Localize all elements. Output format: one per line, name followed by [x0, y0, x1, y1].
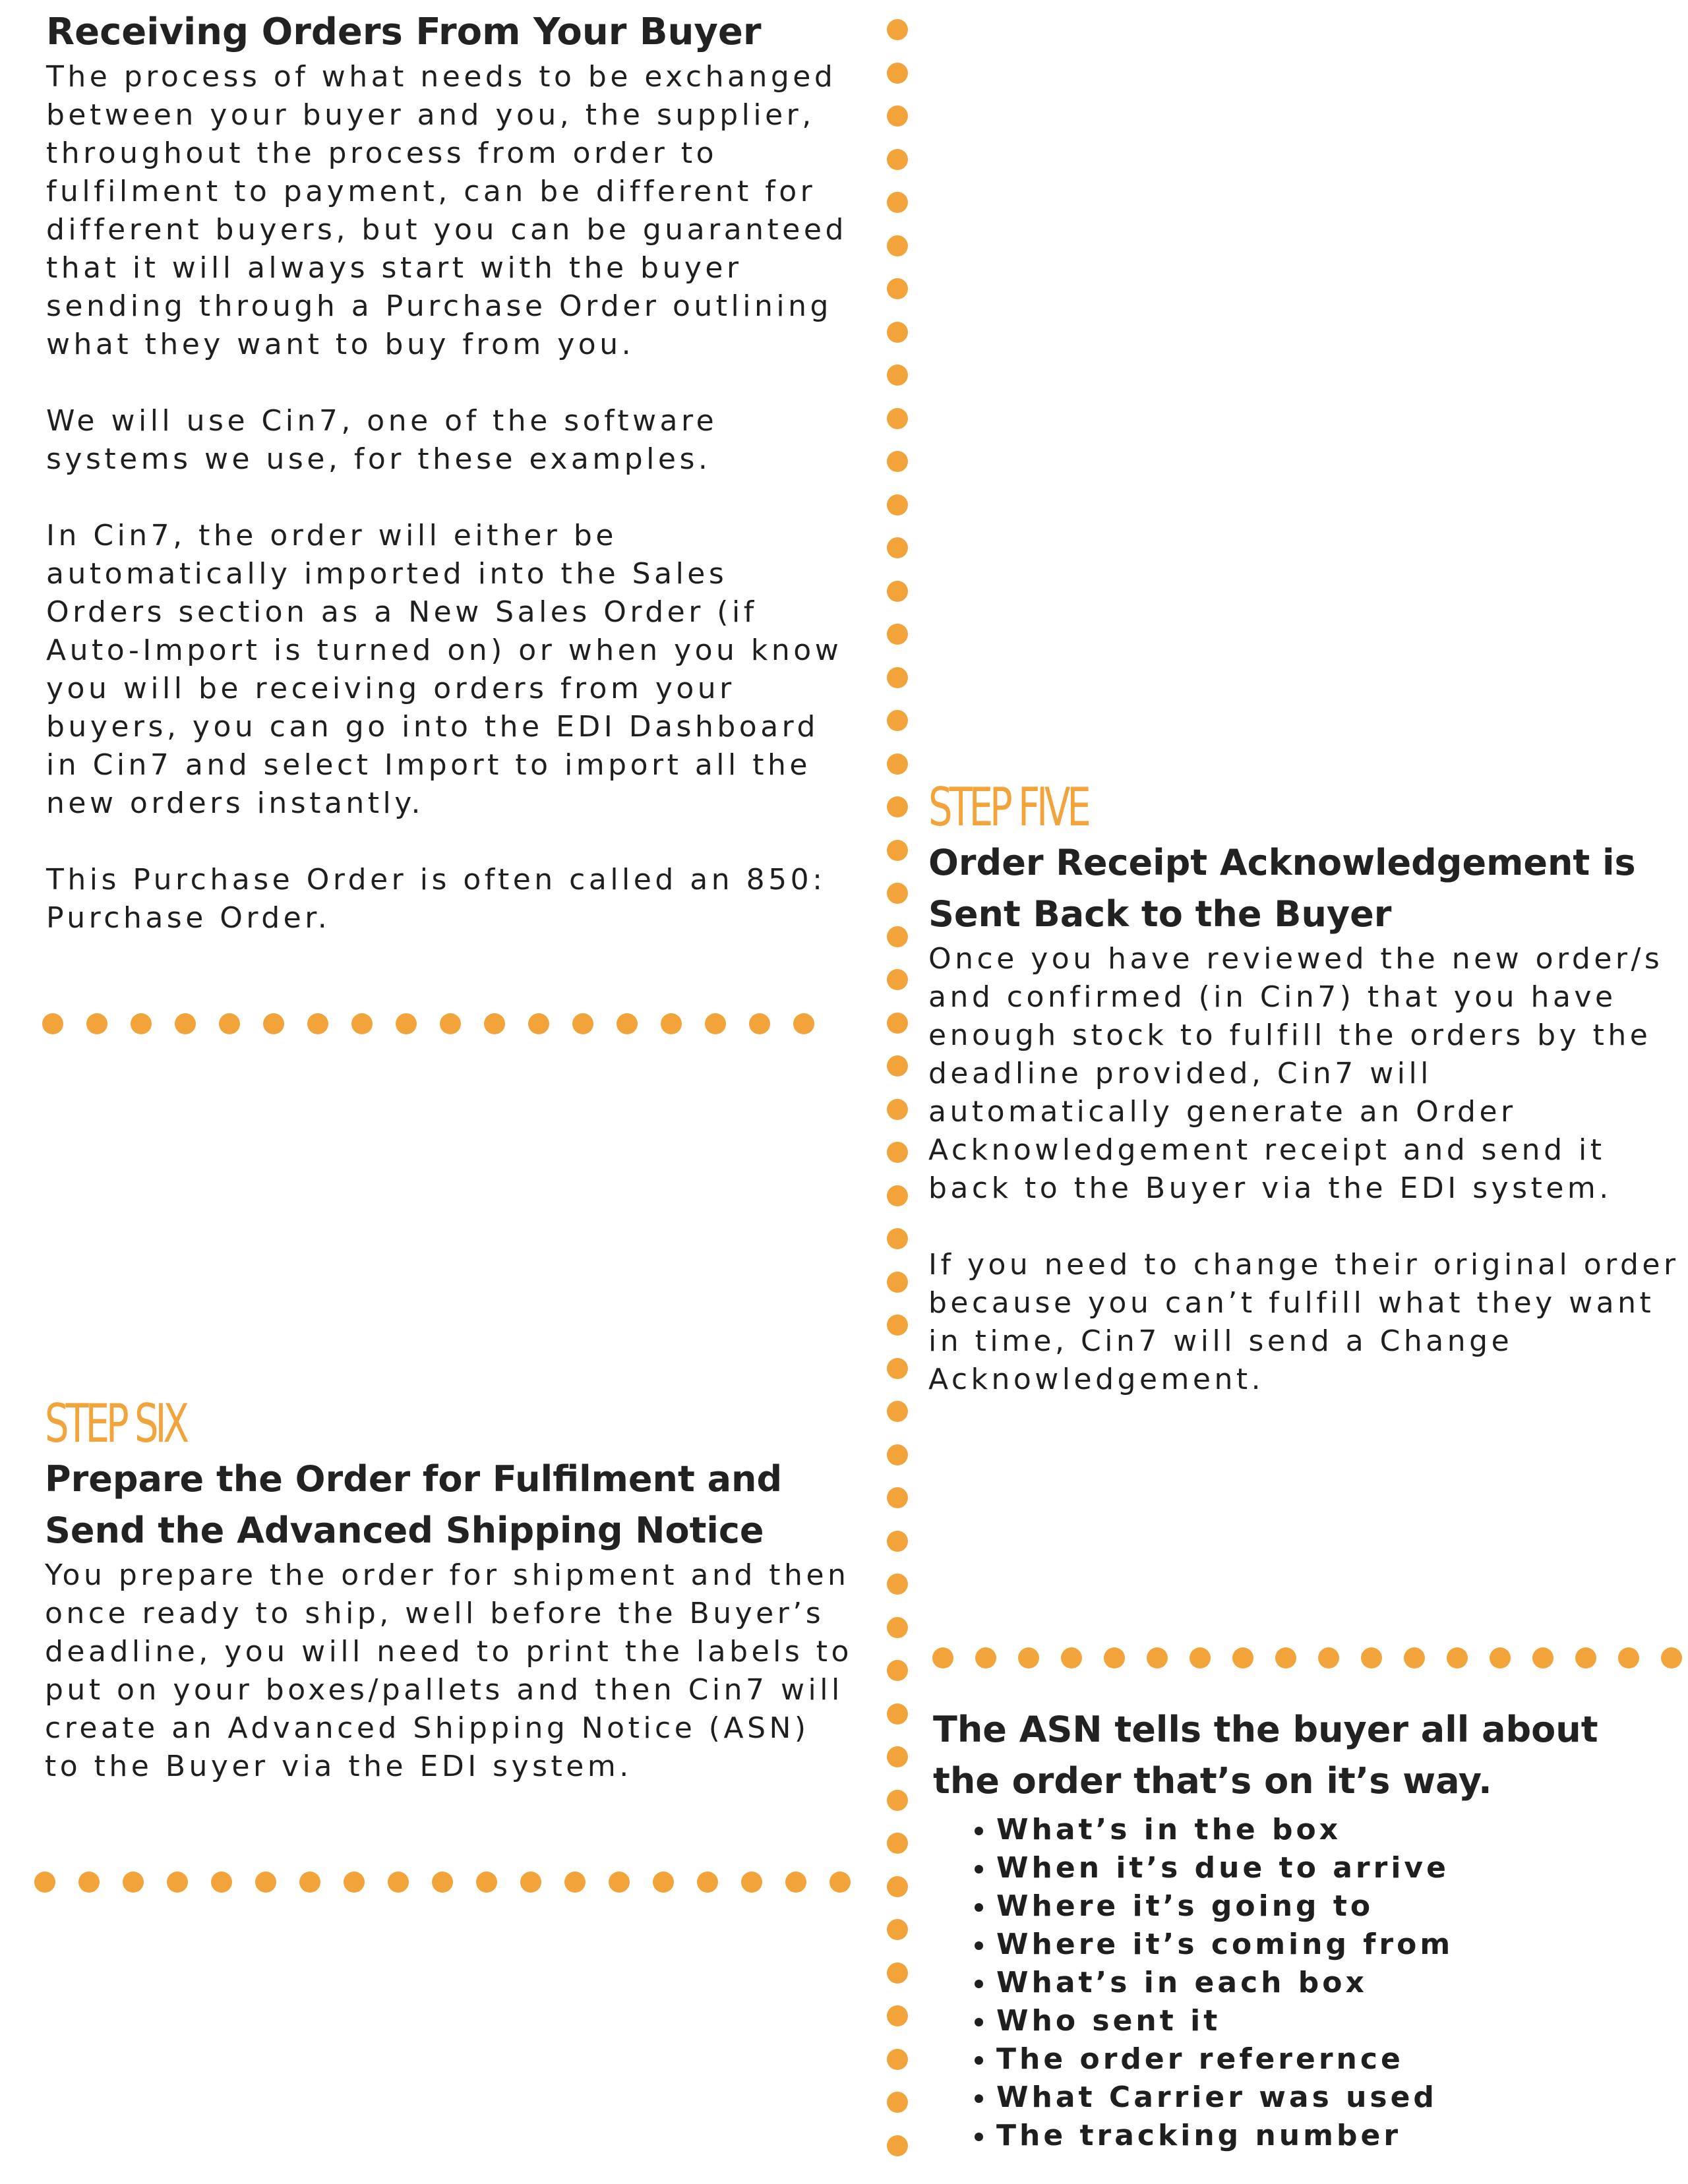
horizontal-divider-dot: [520, 1872, 541, 1893]
list-item: • Where it’s going to: [996, 1887, 1672, 1926]
list-item: • Where it’s coming from: [996, 1926, 1672, 1964]
vertical-divider-dot: [887, 1401, 908, 1422]
horizontal-divider-dot: [484, 1013, 505, 1034]
vertical-divider-dot: [887, 624, 908, 645]
vertical-divider-dot: [887, 1142, 908, 1163]
vertical-divider-dot: [887, 1099, 908, 1120]
horizontal-divider-dot: [785, 1872, 806, 1893]
vertical-divider-dot: [887, 451, 908, 472]
list-item: • When it’s due to arrive: [996, 1849, 1672, 1887]
step-five-section: [928, 778, 1683, 1437]
vertical-divider-dot: [887, 1013, 908, 1034]
vertical-divider-dot: [887, 322, 908, 343]
horizontal-divider-dot: [829, 1872, 851, 1893]
vertical-divider-dot: [887, 1660, 908, 1681]
horizontal-divider-dot: [307, 1013, 328, 1034]
horizontal-divider-dot: [167, 1872, 188, 1893]
horizontal-divider-dot: [42, 1013, 63, 1034]
vertical-divider-dot: [887, 365, 908, 386]
horizontal-divider-dot: [975, 1647, 996, 1668]
list-item: • The order referernce: [996, 2040, 1672, 2079]
vertical-divider-dot: [887, 1228, 908, 1249]
vertical-divider-dot: [887, 1531, 908, 1552]
horizontal-divider-dot: [1618, 1647, 1639, 1668]
vertical-divider-dot: [887, 753, 908, 775]
vertical-divider-dot: [887, 1314, 908, 1336]
receiving-paragraph-4: This Purchase Order is often called an 850: Purchase Order.: [46, 863, 826, 935]
horizontal-divider-dot: [1661, 1647, 1682, 1668]
vertical-divider-dot: [887, 1963, 908, 1984]
horizontal-divider-dot: [388, 1872, 409, 1893]
vertical-divider-dot: [887, 19, 908, 40]
vertical-divider-dot: [887, 2092, 908, 2113]
horizontal-divider-dot: [528, 1013, 549, 1034]
horizontal-divider-dot: [1232, 1647, 1253, 1668]
vertical-divider-dot: [887, 1185, 908, 1206]
horizontal-divider-dot: [432, 1872, 453, 1893]
horizontal-divider-dot: [476, 1872, 497, 1893]
horizontal-divider-dot: [661, 1013, 682, 1034]
vertical-divider-dot: [887, 1919, 908, 1940]
list-item: • What’s in the box: [996, 1811, 1672, 1849]
horizontal-divider-dot: [263, 1013, 284, 1034]
horizontal-divider-dot: [1447, 1647, 1468, 1668]
vertical-divider-dot: [887, 537, 908, 558]
receiving-orders-title: Receiving Orders From Your Buyer: [46, 11, 762, 53]
horizontal-divider-dot: [749, 1013, 770, 1034]
vertical-divider-dot: [887, 235, 908, 256]
receiving-orders-section: [46, 7, 857, 976]
horizontal-divider-dot: [609, 1872, 630, 1893]
vertical-divider-dot: [887, 1574, 908, 1595]
horizontal-divider-dot: [123, 1872, 144, 1893]
vertical-divider-dot: [887, 149, 908, 170]
vertical-divider-dot: [887, 581, 908, 602]
vertical-divider-dot: [887, 1833, 908, 1854]
horizontal-divider-dot: [1490, 1647, 1511, 1668]
horizontal-divider-dot: [1018, 1647, 1039, 1668]
horizontal-divider-dot: [1404, 1647, 1425, 1668]
receiving-paragraph-1: The process of what needs to be exchanged between your buyer and you, the supplier, throughout the process from order to fulfilment to payment, can be different for different buyers, but you can be guaranteed that it will always start with the buyer sending through a Purchase Order outlining what they want to buy from you.: [46, 60, 847, 361]
vertical-divider-dot: [887, 278, 908, 299]
horizontal-divider-dot: [697, 1872, 718, 1893]
horizontal-divider-dot: [86, 1013, 107, 1034]
vertical-divider-dot: [887, 1487, 908, 1508]
vertical-divider-dot: [887, 1272, 908, 1293]
horizontal-divider-dot: [131, 1013, 152, 1034]
list-item: • Who sent it: [996, 2002, 1672, 2040]
vertical-divider-dot: [887, 840, 908, 861]
vertical-divider-dot: [887, 667, 908, 688]
horizontal-divider-dot: [211, 1872, 232, 1893]
horizontal-divider-dot: [1147, 1647, 1168, 1668]
vertical-divider-dot: [887, 1746, 908, 1767]
horizontal-divider-dot: [1532, 1647, 1553, 1668]
receiving-paragraph-3: In Cin7, the order will either be automatically imported into the Sales Orders section as a New Sales Order (if Auto-Import is turned on) or when you know you will be receiving orders from your buyers, you can go into the EDI Dashboard in Cin7 and select Import to import all the new orders instantly.: [46, 519, 843, 820]
vertical-divider-dot: [887, 710, 908, 731]
step-six-section: [45, 1394, 856, 1824]
horizontal-divider-dot: [1275, 1647, 1296, 1668]
asn-section: [933, 1704, 1672, 2155]
vertical-divider-dot: [887, 796, 908, 817]
step-five-label: STEP FIVE: [928, 777, 1088, 838]
horizontal-divider-dot: [175, 1013, 196, 1034]
horizontal-divider-dot: [1318, 1647, 1339, 1668]
horizontal-divider-dot: [440, 1013, 461, 1034]
vertical-divider-dot: [887, 1444, 908, 1465]
horizontal-divider-dot: [793, 1013, 814, 1034]
horizontal-divider-dot: [34, 1872, 55, 1893]
vertical-divider-dot: [887, 408, 908, 429]
asn-title: The ASN tells the buyer all about the order that’s on it’s way.: [933, 1709, 1598, 1802]
step-five-paragraph-2: If you need to change their original order because you can’t fulfill what they want in time, Cin7 will send a Change Acknowledgement.: [928, 1248, 1679, 1396]
horizontal-divider-dot: [572, 1013, 593, 1034]
vertical-divider-dot: [887, 969, 908, 990]
horizontal-divider-dot: [564, 1872, 586, 1893]
vertical-divider-dot: [887, 105, 908, 127]
step-six-title: Prepare the Order for Fulfilment and Send the Advanced Shipping Notice: [45, 1458, 783, 1551]
horizontal-divider-dot: [255, 1872, 276, 1893]
vertical-divider-dot: [887, 1358, 908, 1379]
horizontal-divider-dot: [1361, 1647, 1382, 1668]
receiving-paragraph-2: We will use Cin7, one of the software systems we use, for these examples.: [46, 404, 718, 476]
vertical-divider-dot: [887, 2135, 908, 2156]
vertical-divider-dot: [887, 1876, 908, 1897]
vertical-divider-dot: [887, 1703, 908, 1725]
list-item: • The tracking number: [996, 2117, 1672, 2155]
horizontal-divider-dot: [1190, 1647, 1211, 1668]
step-six-label: STEP SIX: [45, 1393, 186, 1454]
vertical-divider-dot: [887, 1055, 908, 1077]
list-item: • What’s in each box: [996, 1964, 1672, 2002]
horizontal-divider-dot: [219, 1013, 240, 1034]
horizontal-divider-dot: [617, 1013, 638, 1034]
vertical-divider-dot: [887, 883, 908, 904]
horizontal-divider-dot: [653, 1872, 674, 1893]
asn-list: [933, 1811, 1672, 2155]
list-item: • What Carrier was used: [996, 2079, 1672, 2117]
step-five-title: Order Receipt Acknowledgement is Sent Back to the Buyer: [928, 842, 1636, 935]
horizontal-divider-dot: [396, 1013, 417, 1034]
horizontal-divider-dot: [344, 1872, 365, 1893]
vertical-divider-dot: [887, 192, 908, 213]
vertical-divider-dot: [887, 926, 908, 947]
horizontal-divider-dot: [705, 1013, 726, 1034]
step-six-paragraph-1: You prepare the order for shipment and then once ready to ship, well before the Buyer’s deadline, you will need to print the labels to put on your boxes/pallets and then Cin7 will create an Advanced Shipping Notice (ASN) to the Buyer via the EDI system.: [45, 1558, 853, 1783]
horizontal-divider-dot: [78, 1872, 100, 1893]
vertical-divider-dot: [887, 494, 908, 516]
vertical-divider-dot: [887, 2049, 908, 2070]
horizontal-divider-dot: [1104, 1647, 1125, 1668]
horizontal-divider-dot: [299, 1872, 320, 1893]
vertical-divider-dot: [887, 1790, 908, 1811]
horizontal-divider-dot: [1061, 1647, 1082, 1668]
vertical-divider-dot: [887, 63, 908, 84]
horizontal-divider-dot: [741, 1872, 762, 1893]
horizontal-divider-dot: [1575, 1647, 1596, 1668]
horizontal-divider-dot: [351, 1013, 373, 1034]
step-five-paragraph-1: Once you have reviewed the new order/s and confirmed (in Cin7) that you have enough stock to fulfill the orders by the deadline provided, Cin7 will automatically generate an Order Acknowledgement receipt and send it back to the Buyer via the EDI system.: [928, 942, 1664, 1205]
horizontal-divider-dot: [932, 1647, 953, 1668]
vertical-divider-dot: [887, 2005, 908, 2026]
vertical-divider-dot: [887, 1617, 908, 1638]
